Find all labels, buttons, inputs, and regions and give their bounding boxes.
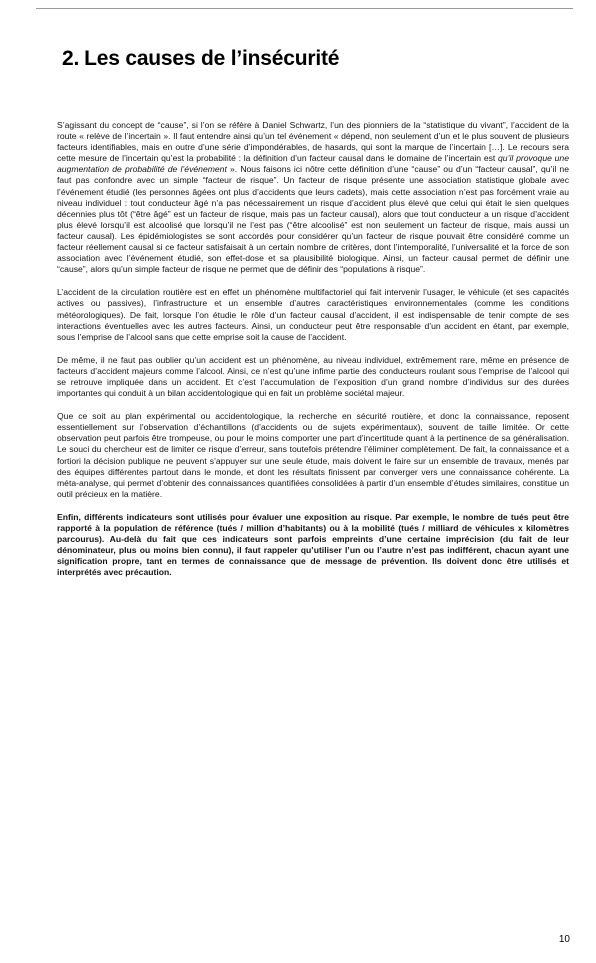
paragraph-italic-text: qu’il provoque une augmentation de probabilité de l’événement: [57, 153, 569, 175]
section-number: 2.: [62, 47, 80, 70]
paragraph-indicators: Enfin, différents indicateurs sont utilisés pour évaluer une exposition au risque. Par exemple, le nombre de tués peut être rapporté à la population de référence (tués / million d’habitants) ou à la mobilité (tués / milliard de véhicules x kilomètres parcourus). Au-delà du fait que ces indicateurs sont parfois empreints d’une certaine imprécision (du fait de leur dénominateur, plus ou moins bien connu), il faut rappeler qu’utiliser l’un ou l’autre n’est pas indifférent, chacun ayant une signification propre, tant en termes de connaissance que de message de prévention. Ils doivent donc être utilisés et interprétés avec précaution.: [57, 511, 569, 578]
paragraph-text: S’agissant du concept de “cause”, si l’on se réfère à Daniel Schwartz, l’un des pionniers de la “statistique du vivant”, l’accident de la route « relève de l’incertain ». Il faut entendre ainsi qu’un tel événement « dépend, non seulement d’un et le plus souvent de plusieurs facteurs identifiables, mais en outre d’une série d’impondérables, de hasards, qui sont la marque de l’incertain […]. Le recours sera cette mesure de l’incertain qu’est la probabilité : la définition d’un facteur causal dans le domaine de l’incertain est: [57, 120, 569, 164]
header-rule: [36, 8, 573, 9]
paragraph-rare-event: De même, il ne faut pas oublier qu’un accident est un phénomène, au niveau individuel, extrêmement rare, même en présence de facteurs d’accident majeurs comme l’alcool. Ainsi, ce n’est qu’une infime partie des conducteurs roulant sous l’emprise de l’alcool qui se retrouve impliquée dans un accident. Et c’est l’accumulation de l’exposition d’un grand nombre d’individus sur des durées importantes qui conduit à un bilan accidentologique qui en fait un problème sociétal majeur.: [57, 354, 569, 399]
paragraph-text: ». Nous faisons ici nôtre cette définition d’une “cause” ou d’un “facteur causal”, qu’il ne faut pas confondre avec un simple “facteur de risque”. Un facteur de risque présente une association statistique globale avec l’événement étudié (les personnes âgées ont plus d’accidents que leurs cadets), mais cette association n’est pas forcément vraie au niveau individuel : tout conducteur âgé n’a pas nécessairement un risque d’accident plus élevé que celui qui était le sien quelques décennies plus tôt (“être âgé” est un facteur de risque, mais pas un facteur causal), alors que tout conducteur a un risque d’accident plus élevé lorsqu’il est alcoolisé que lorsqu’il ne l’est pas (“être alcoolisé” est non seulement un facteur de risque, mais aussi un facteur causal). Les épidémiologistes se sont accordés pour considérer qu’un facteur de risque pouvait être considéré comme un facteur réellement causal si ce facteur satisfaisait à un certain nombre de critères, dont l’intemporalité, l’universalité et la force de son association avec l’événement étudié, son effet-dose et sa plausibilité biologique. Ainsi, un facteur causal permet de définir une “cause”, alors qu’un simple facteur de risque ne permet que de définir des “populations à risque”.: [57, 164, 569, 275]
section-title: Les causes de l’insécurité: [84, 47, 340, 70]
paragraph-research-method: Que ce soit au plan expérimental ou accidentologique, la recherche en sécurité routière, et donc la connaissance, reposent essentiellement sur l’observation d’échantillons (d’accidents ou de sujets expérimentaux), souvent de taille limitée. Or cette observation peut parfois être trompeuse, ou pour le moins comporter une part d’incertitude quant à la pertinence de sa généralisation. Le souci du chercheur est de limiter ce risque d’erreur, sans toutefois prétendre l’éliminer complètement. De fait, la connaissance et a fortiori la décision publique ne peuvent s’appuyer sur une seule étude, mais doivent le faire sur un ensemble de travaux, menés par des équipes différentes partout dans le monde, et dont les résultats finissent par converger vers une connaissance cohérente. La méta-analyse, qui permet d’obtenir des connaissances quantifiées consolidées à partir d’un ensemble d’études similaires, constitue un outil précieux en la matière.: [57, 411, 569, 499]
paragraph-cause-definition: [57, 120, 569, 275]
paragraph-multifactorial: L’accident de la circulation routière est en effet un phénomène multifactoriel qui fait intervenir l’usager, le véhicule (et ses capacités actives ou passives), l’infrastructure et un ensemble d’autres caractéristiques environnementales (comme les conditions météorologiques). De fait, lorsque l’on étudie le rôle d’un facteur causal d’accident, il est indispensable de tenir compte de ses interactions éventuelles avec les autres facteurs. Ainsi, un conducteur peut être responsable d’un accident en étant, par exemple, sous l’emprise de l’alcool sans que cette emprise soit la cause de l’accident.: [57, 287, 569, 342]
section-heading: [62, 46, 339, 72]
body-text: [57, 120, 569, 590]
page-number: 10: [558, 934, 570, 945]
